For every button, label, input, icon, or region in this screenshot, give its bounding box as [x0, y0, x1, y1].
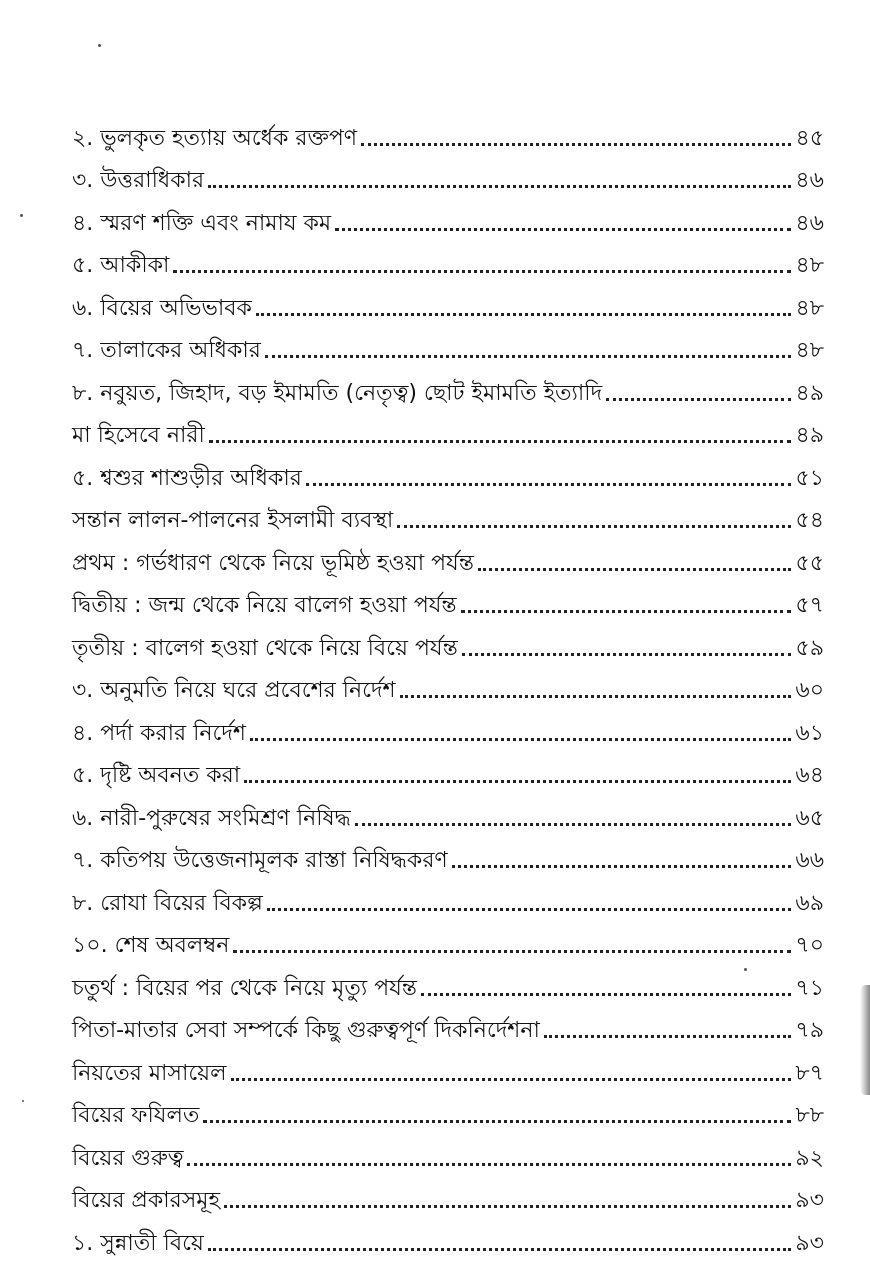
- toc-entry-page: ৬৬: [795, 848, 824, 873]
- dot-leader: [173, 270, 791, 273]
- dot-leader: [544, 1035, 792, 1038]
- toc-entry-page: ৭৯: [795, 1018, 824, 1043]
- dot-leader: [256, 313, 792, 316]
- toc-entry-title: ৫. আকীকা: [72, 253, 170, 278]
- table-of-contents: [72, 110, 824, 1258]
- toc-entry: [72, 960, 824, 1003]
- dot-leader: [606, 398, 791, 401]
- toc-entry-page: ৪৮: [795, 295, 824, 321]
- dot-leader: [187, 1163, 791, 1166]
- toc-entry: [72, 365, 824, 408]
- toc-entry-page: ৯৩: [795, 1188, 824, 1213]
- toc-entry-page: ৬৯: [795, 890, 824, 916]
- dot-leader: [267, 908, 792, 911]
- toc-entry-page: ৬০: [795, 678, 824, 703]
- toc-entry-title: ৩. অনুমতি নিয়ে ঘরে প্রবেশের নির্দেশ: [72, 678, 396, 703]
- toc-entry-title: বিয়ের ফযিলত: [72, 1103, 200, 1128]
- dot-leader: [224, 1205, 791, 1208]
- toc-entry-title: ৬. নারী-পুরুষের সংমিশ্রণ নিষিদ্ধ: [72, 805, 351, 831]
- dot-leader: [250, 738, 791, 741]
- toc-entry-title: প্রথম : গর্ভধারণ থেকে নিয়ে ভূমিষ্ঠ হওয়া পর্যন্ত: [72, 550, 474, 576]
- toc-entry-page: ৪৮: [795, 338, 824, 363]
- ink-speck: [20, 214, 23, 217]
- toc-entry-title: বিয়ের গুরুত্ব: [72, 1145, 184, 1171]
- toc-entry-title: চতুর্থ : বিয়ের পর থেকে নিয়ে মৃত্যু পর্যন্ত: [72, 975, 417, 1001]
- page-edge-shadow: [860, 985, 870, 1095]
- dot-leader: [265, 355, 792, 358]
- toc-entry: [72, 620, 824, 663]
- toc-entry-page: ৫৯: [795, 635, 824, 661]
- ink-speck: [98, 44, 101, 47]
- toc-entry-title: ৩. উত্তরাধিকার: [72, 168, 205, 193]
- toc-entry-page: ৫১: [795, 465, 824, 491]
- toc-entry: [72, 1215, 824, 1258]
- toc-entry: [72, 1173, 824, 1216]
- toc-entry: [72, 875, 824, 918]
- toc-entry-title: ৬. বিয়ের অভিভাবক: [72, 295, 252, 321]
- toc-entry-page: ৯২: [795, 1145, 824, 1171]
- toc-entry: [72, 238, 824, 281]
- dot-leader: [478, 568, 792, 571]
- toc-entry: [72, 493, 824, 536]
- dot-leader: [209, 440, 792, 443]
- dot-leader: [231, 1078, 792, 1081]
- toc-entry-page: ৮৮: [795, 1103, 824, 1128]
- toc-entry-title: ৫. শ্বশুর শাশুড়ীর অধিকার: [72, 465, 302, 491]
- toc-entry-page: ৬১: [795, 720, 824, 746]
- dot-leader: [203, 1120, 791, 1123]
- toc-entry-title: ৭. কতিপয় উত্তেজনামূলক রাস্তা নিষিদ্ধকরণ: [72, 848, 448, 873]
- toc-entry: [72, 280, 824, 323]
- toc-entry-page: ৭১: [795, 975, 824, 1001]
- dot-leader: [244, 780, 791, 783]
- toc-entry-title: ৪. স্মরণ শক্তি এবং নামায কম: [72, 210, 332, 236]
- toc-entry-title: ৪. পর্দা করার নির্দেশ: [72, 720, 246, 746]
- toc-entry: [72, 1045, 824, 1088]
- toc-entry-page: ৫৪: [795, 508, 824, 533]
- toc-entry: [72, 323, 824, 366]
- toc-entry-page: ৫৭: [795, 593, 824, 618]
- toc-entry-title: মা হিসেবে নারী: [72, 423, 205, 448]
- toc-entry-title: ৫. দৃষ্টি অবনত করা: [72, 763, 241, 788]
- toc-entry-title: নিয়তের মাসায়েল: [72, 1060, 227, 1086]
- toc-entry: [72, 833, 824, 876]
- toc-entry-page: ৭০: [795, 933, 824, 958]
- toc-entry-title: ২. ভুলকৃত হত্যায় অর্ধেক রক্তপণ: [72, 125, 358, 151]
- dot-leader: [452, 865, 792, 868]
- toc-entry: [72, 663, 824, 706]
- toc-entry-title: ১০. শেষ অবলম্বন: [72, 933, 230, 958]
- toc-entry: [72, 408, 824, 451]
- toc-entry-title: দ্বিতীয় : জন্ম থেকে নিয়ে বালেগ হওয়া পর্যন্ত: [72, 593, 457, 618]
- toc-entry-title: বিয়ের প্রকারসমূহ: [72, 1188, 221, 1213]
- toc-entry-page: ৮৭: [795, 1060, 824, 1086]
- toc-entry: [72, 450, 824, 493]
- toc-entry-title: পিতা-মাতার সেবা সম্পর্কে কিছু গুরুত্বপূর্ণ দিকনির্দেশনা: [72, 1018, 540, 1043]
- toc-entry: [72, 110, 824, 153]
- toc-entry: [72, 535, 824, 578]
- toc-entry-page: ৫৫: [795, 550, 824, 576]
- toc-entry-title: ৮. রোযা বিয়ের বিকল্প: [72, 890, 263, 916]
- toc-entry: [72, 153, 824, 196]
- toc-entry-title: ৮. নবুয়ত, জিহাদ, বড় ইমামতি (নেতৃত্ব) ছোট ইমামতি ইত্যাদি: [72, 380, 603, 406]
- dot-leader: [335, 228, 791, 231]
- toc-entry-page: ৪৮: [795, 253, 824, 278]
- toc-entry-page: ৪৯: [795, 423, 824, 448]
- toc-entry: [72, 790, 824, 833]
- toc-entry: [72, 1003, 824, 1046]
- toc-entry-page: ৬৫: [795, 805, 824, 831]
- toc-entry: [72, 1088, 824, 1131]
- toc-entry-title: ১. সুন্নাতী বিয়ে: [72, 1230, 204, 1256]
- dot-leader: [208, 1248, 792, 1251]
- toc-entry-title: সন্তান লালন-পালনের ইসলামী ব্যবস্থা: [72, 508, 394, 533]
- toc-entry-page: ৯৩: [795, 1230, 824, 1256]
- ink-speck: [22, 1100, 24, 1102]
- toc-entry: [72, 705, 824, 748]
- dot-leader: [233, 950, 791, 953]
- dot-leader: [462, 653, 792, 656]
- dot-leader: [461, 610, 792, 613]
- dot-leader: [355, 823, 792, 826]
- dot-leader: [397, 525, 791, 528]
- toc-entry-page: ৪৬: [795, 168, 824, 193]
- toc-entry-page: ৪৬: [795, 210, 824, 236]
- toc-entry-page: ৬৪: [795, 763, 824, 788]
- dot-leader: [306, 483, 792, 486]
- dot-leader: [400, 695, 792, 698]
- dot-leader: [361, 143, 791, 146]
- toc-entry-page: ৪৫: [795, 125, 824, 151]
- dot-leader: [421, 993, 791, 996]
- toc-entry: [72, 748, 824, 791]
- toc-entry: [72, 918, 824, 961]
- toc-entry-page: ৪৯: [795, 380, 824, 406]
- toc-entry-title: ৭. তালাকের অধিকার: [72, 338, 261, 363]
- dot-leader: [208, 185, 791, 188]
- toc-entry: [72, 578, 824, 621]
- toc-entry: [72, 195, 824, 238]
- toc-entry: [72, 1130, 824, 1173]
- toc-entry-title: তৃতীয় : বালেগ হওয়া থেকে নিয়ে বিয়ে পর্যন্ত: [72, 635, 458, 661]
